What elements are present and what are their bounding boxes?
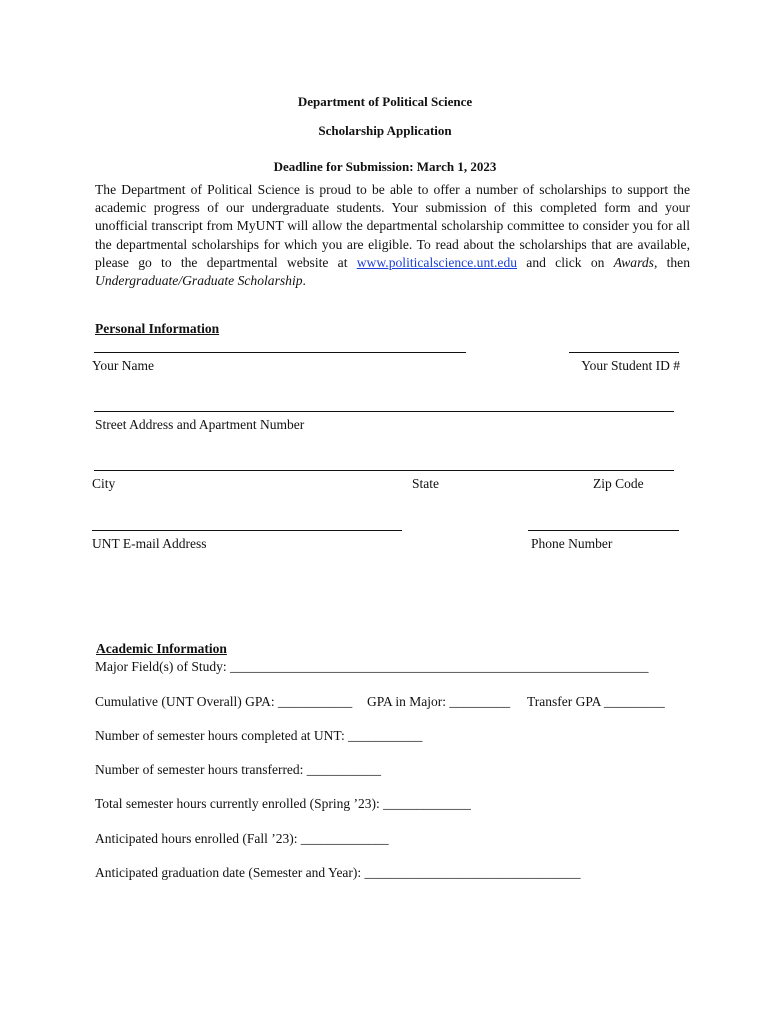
department-website-link[interactable]: www.politicalscience.unt.edu [356,254,518,270]
zip-code-label: Zip Code [593,476,644,491]
hours-transferred-field[interactable]: Number of semester hours transferred: ___________ [95,762,382,777]
graduation-date-field[interactable]: Anticipated graduation date (Semester and Year): ________________________________ [95,865,581,880]
phone-field[interactable] [528,530,679,531]
hours-enrolled-field[interactable]: Total semester hours currently enrolled (Spring ’23): _____________ [95,796,471,811]
major-row [95,659,649,675]
anticipated-hours-field[interactable]: Anticipated hours enrolled (Fall ’23): _____________ [95,831,389,846]
intro-period: . [302,273,306,289]
student-id-field[interactable] [569,352,679,353]
deadline: Deadline for Submission: March 1, 2023 [273,159,497,174]
form-title: Scholarship Application [318,123,452,138]
street-address-label: Street Address and Apartment Number [95,417,305,432]
department-title: Department of Political Science [297,94,473,109]
personal-info-heading: Personal Information [95,321,220,336]
intro-comma-then: , then [653,254,690,270]
transfer-gpa-field[interactable]: Transfer GPA _________ [527,694,665,709]
intro-text-click: and click on [517,254,614,270]
student-id-label: Your Student ID # [581,358,680,373]
cumulative-gpa-field[interactable]: Cumulative (UNT Overall) GPA: ___________ [95,694,353,709]
academic-info-heading: Academic Information [96,641,227,656]
intro-text: The Department of Political Science is proud to be able to offer a number of scholarships to support the academic progress of our undergraduate students. Your submission of this completed form and your unofficial transcript from MyUNT will allow the departmental scholarship committee to consider you for all the departmental scholarships for which you are eligible. To read about the scholarships that are available, please go to the departmental website at [95,182,690,270]
hours-completed-field[interactable]: Number of semester hours completed at UNT: ___________ [95,728,423,743]
intro-paragraph [95,181,690,290]
email-label: UNT E-mail Address [92,536,207,551]
phone-label: Phone Number [531,536,613,551]
name-field[interactable] [94,352,466,353]
state-label: State [412,476,439,491]
gpa-major-field[interactable]: GPA in Major: _________ [367,694,511,709]
street-address-field[interactable] [94,411,674,412]
scholarship-path-text: Undergraduate/Graduate Scholarship [95,273,303,289]
your-name-label: Your Name [92,358,155,373]
email-field[interactable] [92,530,402,531]
awards-text: Awards [613,254,654,270]
major-label: Major Field(s) of Study: [95,659,230,674]
city-label: City [92,476,116,491]
city-state-zip-field[interactable] [94,470,674,471]
major-field[interactable]: ______________________________________________________________ [230,659,649,674]
